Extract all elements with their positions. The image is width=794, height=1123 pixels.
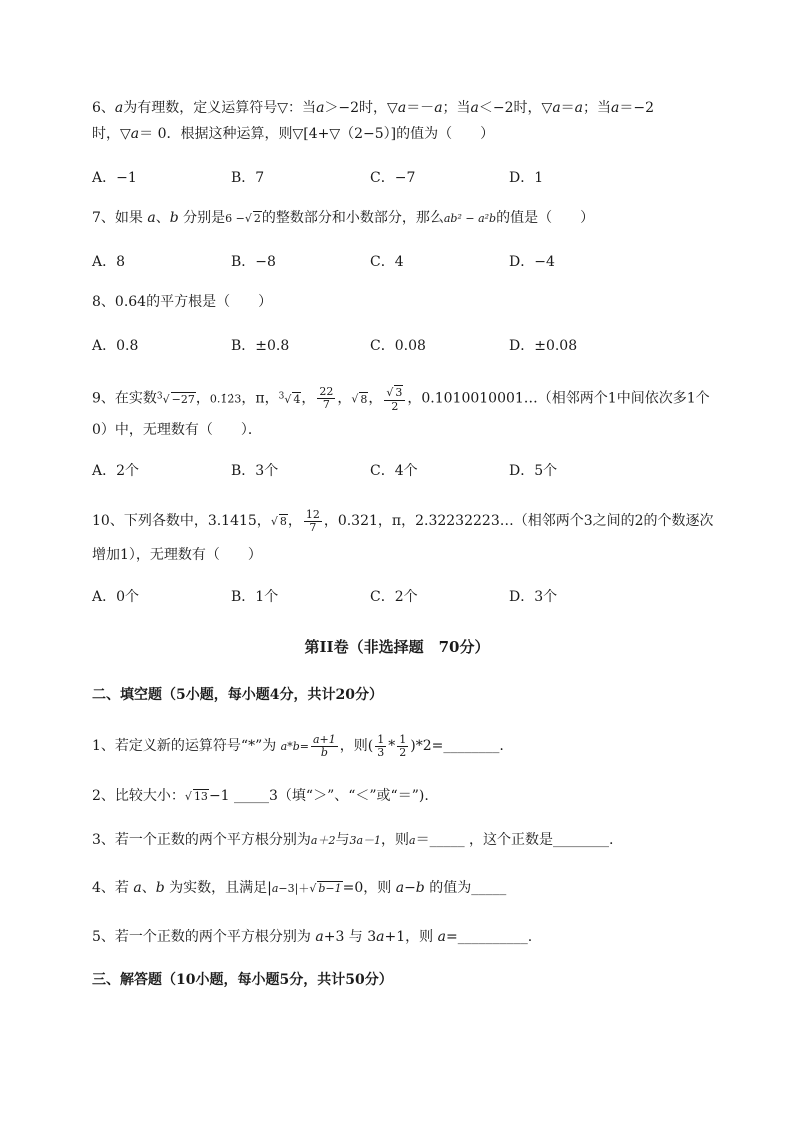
q9-text: ，0.1010010001…（相邻两个1中间依次多1个 [407,390,710,407]
var-a: a [409,834,416,847]
q6-option-c[interactable]: C．−7 [370,170,416,186]
q7-text: 7、如果 [92,210,148,226]
q7-expr: ab² − a²b [443,212,497,225]
cbrt-sign: $^3$√ [278,391,292,406]
q7-option-c[interactable]: C．4 [370,254,404,270]
section2-title: 二、填空题（5小题，每小题4分，共计20分） [92,687,383,703]
f1-fraction-a [375,734,386,759]
fraction-numerator: 1 [399,732,407,746]
f3-line [92,830,614,851]
q10-sqrt-radicand: 8 [279,515,287,528]
fraction-denominator: 3 [377,745,385,759]
var-a: a [147,210,156,226]
q8-option-c[interactable]: C．0.08 [370,338,426,354]
f4-expr: −3|＋ [278,882,310,895]
q6-text: ＝ [560,100,575,116]
q9-text: ， [301,390,316,407]
f3-text: ，则 [381,832,410,848]
fraction-sqrt-radicand: 3 [395,385,403,399]
sqrt-sign: √ [351,392,359,406]
f1-answer-blank[interactable]: )*2=________. [410,738,504,754]
var-a: a [133,880,142,896]
q9-line1 [92,383,710,413]
q8-option-b[interactable]: B．±0.8 [231,338,290,354]
q10-text: 10、下列各数中，3.1415， [92,513,271,529]
f3-answer-blank[interactable]: ＝_____ ，这个正数是________. [415,832,614,848]
q6-text: ＝ 0．根据这种运算，则▽[4+▽（2−5）]的值为（ ） [139,126,495,142]
q9-option-c[interactable]: C．4个 [370,463,418,479]
q7-text: 、 [155,210,170,226]
q7-option-b[interactable]: B．−8 [231,254,276,270]
f5-text: +1，则 [384,929,438,945]
q9-fraction-sqrt [384,385,405,413]
f3-expr: a＋2 [310,834,336,847]
var-a: a [376,929,385,945]
q6-number: 6、 [92,100,115,116]
q10-options [92,587,712,607]
var-b: b [155,880,165,896]
q9-options [92,461,712,481]
q6-text: ＜−2时，▽ [478,100,553,116]
var-a: a [434,100,443,116]
var-a: a [552,100,561,116]
q10-line1 [92,508,714,535]
q10-text: ， [287,513,302,529]
f4-text: 、 [141,880,156,896]
f1-fraction-b [397,734,408,759]
q10-line2: 增加1），无理数有（ ） [92,547,262,563]
q7-sqrt-radicand: 2 [253,212,261,225]
f3-text: 与 [335,832,350,848]
fraction-numerator: 12 [305,507,320,521]
fraction-numerator: 22 [319,385,334,399]
q6-text: ；当 [442,100,471,116]
var-a: a [611,100,620,116]
f3-text: 3、若一个正数的两个平方根分别为 [92,832,311,848]
f1-expr: a*b= [280,740,309,753]
q6-text: 时，▽ [92,126,131,142]
f5-line [92,927,532,947]
var-a: a [271,882,279,895]
q6-text: ；当 [583,100,612,116]
q7-text: 的值是（ ） [496,210,595,226]
f4-text: 4、若 [92,880,134,896]
f5-answer-blank[interactable]: =__________. [445,929,533,945]
f5-text: +3 与 3 [323,929,377,945]
f4-answer-blank[interactable]: 的值为_____ [424,880,507,896]
q9-text: ， [337,390,352,407]
fraction-denominator: 2 [399,745,407,759]
cbrt-sign: $^3$√ [156,391,170,406]
fraction-denominator: b [320,745,328,759]
q7-line [92,208,594,229]
fraction-denominator: 2 [391,399,399,413]
q6-option-b[interactable]: B．7 [231,170,265,186]
q9-option-a[interactable]: A．2个 [92,463,140,479]
f2-answer-blank[interactable]: −1 _____3（填“＞”、“＜”或“＝”). [208,788,429,804]
sqrt-sign: √ [270,515,278,528]
fraction-denominator: 7 [309,520,317,534]
q7-text: 分别是 [178,210,226,226]
f2-sqrt-radicand: 13 [193,790,208,803]
q7-expr: 6 − [225,212,245,225]
q9-fraction [317,386,335,411]
var-a: a [114,100,124,116]
f1-text: * [388,738,396,754]
var-a: a [130,126,140,142]
sqrt-sign: √ [244,212,252,225]
f1-text: ，则( [339,738,374,754]
q6-line1 [92,98,654,118]
q9-repeating-decimal: 0.1̇2̇3 [209,392,242,406]
q9-text: ， [368,390,383,407]
q10-option-b[interactable]: B．1个 [231,589,279,605]
q7-options [92,252,712,272]
fraction-numerator [384,385,405,401]
q10-fraction [304,509,322,534]
part2-title: 第II卷（非选择题 70分） [304,638,490,656]
var-a: a [315,929,324,945]
var-a: a [574,100,584,116]
q7-option-a[interactable]: A．8 [92,254,126,270]
q9-cbrt-radicand: 4 [293,392,301,406]
f1-text: 1、若定义新的运算符号“*”为 [92,738,281,754]
sqrt-sign: √ [386,385,394,399]
q9-text: ，π， [241,390,279,407]
q8-line: 8、0.64的平方根是（ ） [92,294,273,310]
f4-text: 为实数，且满足| [164,880,272,896]
var-a: a [470,100,479,116]
q10-option-c[interactable]: C．2个 [370,589,418,605]
var-b: b [169,210,179,226]
var-a: a [397,100,407,116]
fraction-denominator: 7 [322,398,330,412]
f4-expr: a−b [395,880,425,896]
q6-option-d[interactable]: D．1 [509,170,544,186]
fraction-numerator: a+1 [313,732,336,746]
q8-option-d[interactable]: D．±0.08 [509,338,578,354]
f3-expr: 3a－1 [349,834,382,847]
q6-options [92,168,712,188]
q9-line2: 0）中，无理数有（ ）． [92,422,262,438]
section3-title: 三、解答题（10小题，每小题5分，共计50分） [92,972,393,988]
sqrt-sign: √ [184,790,192,803]
f1-line [92,732,504,761]
fraction-numerator: 1 [377,732,385,746]
q9-text: ， [195,390,210,407]
q9-text: 9、在实数 [92,390,157,407]
q10-option-a[interactable]: A．0个 [92,589,140,605]
q7-text: 的整数部分和小数部分，那么 [261,210,444,226]
f4-sqrt-radicand: b−1 [318,882,342,895]
f5-text: 5、若一个正数的两个平方根分别为 [92,929,316,945]
q9-cbrt-radicand: −27 [171,392,195,406]
q10-option-d[interactable]: D．3个 [509,589,558,605]
sqrt-sign: √ [309,882,317,895]
var-a: a [316,100,325,116]
q6-text: 为有理数，定义运算符号▽：当 [123,100,317,116]
q6-text: ＝－ [406,100,435,116]
var-a: a [437,929,446,945]
q6-text: ＞−2时，▽ [324,100,398,116]
q6-line2 [92,124,494,144]
f2-line [92,786,429,807]
q6-option-a[interactable]: A．−1 [92,170,137,186]
q10-text: ，0.321，π，2.32232223…（相邻两个3之间的2的个数逐次 [323,513,714,529]
q9-sqrt-radicand: 8 [360,392,368,406]
f4-line [92,878,506,899]
f1-fraction [311,734,338,759]
q9-option-b[interactable]: B．3个 [231,463,279,479]
q8-option-a[interactable]: A．0.8 [92,338,139,354]
q9-option-d[interactable]: D．5个 [509,463,558,479]
q7-option-d[interactable]: D．−4 [509,254,555,270]
q8-options [92,336,712,356]
f4-text: =0，则 [342,880,396,896]
q6-text: ＝−2 [619,100,655,116]
f2-text: 2、比较大小： [92,788,185,804]
